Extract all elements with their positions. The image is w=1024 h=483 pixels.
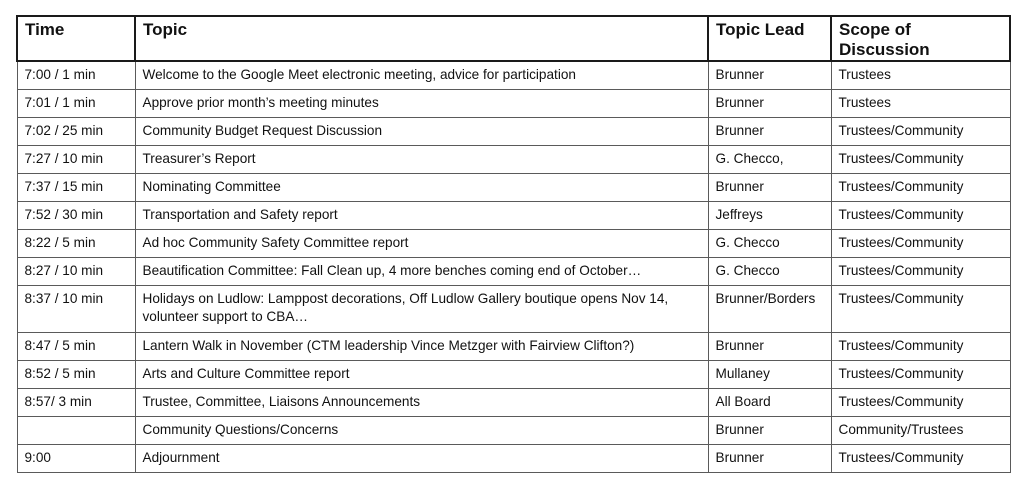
table-row (17, 61, 1010, 89)
table-row (17, 388, 1010, 416)
column-header-topic: Topic (135, 16, 708, 61)
table-row (17, 416, 1010, 444)
cell-topic: Lantern Walk in November (CTM leadership Vince Metzger with Fairview Clifton?) (135, 332, 708, 360)
cell-scope: Trustees/Community (831, 229, 1010, 257)
cell-scope: Trustees/Community (831, 201, 1010, 229)
cell-topic: Ad hoc Community Safety Committee report (135, 229, 708, 257)
table-row (17, 229, 1010, 257)
table-row (17, 117, 1010, 145)
table-row (17, 257, 1010, 285)
cell-topic: Beautification Committee: Fall Clean up, 4 more benches coming end of October… (135, 257, 708, 285)
cell-time: 8:47 / 5 min (17, 332, 135, 360)
cell-scope: Trustees/Community (831, 388, 1010, 416)
cell-scope: Trustees/Community (831, 332, 1010, 360)
cell-time: 7:01 / 1 min (17, 89, 135, 117)
cell-topic-lead: Brunner (708, 444, 831, 472)
cell-topic: Transportation and Safety report (135, 201, 708, 229)
cell-time: 8:52 / 5 min (17, 360, 135, 388)
agenda-document (16, 15, 1011, 473)
cell-topic: Welcome to the Google Meet electronic meeting, advice for participation (135, 61, 708, 89)
table-row (17, 285, 1010, 332)
table-row (17, 444, 1010, 472)
cell-topic-lead: Brunner (708, 416, 831, 444)
cell-topic-lead: G. Checco, (708, 145, 831, 173)
cell-time: 7:00 / 1 min (17, 61, 135, 89)
cell-topic-lead: Brunner (708, 61, 831, 89)
cell-scope: Trustees (831, 61, 1010, 89)
cell-time (17, 416, 135, 444)
table-row (17, 201, 1010, 229)
cell-time: 7:27 / 10 min (17, 145, 135, 173)
cell-topic: Treasurer’s Report (135, 145, 708, 173)
agenda-table (16, 15, 1011, 473)
cell-scope: Trustees/Community (831, 117, 1010, 145)
cell-topic: Nominating Committee (135, 173, 708, 201)
table-row (17, 173, 1010, 201)
cell-topic-lead: Brunner (708, 117, 831, 145)
cell-scope: Trustees/Community (831, 444, 1010, 472)
table-row (17, 89, 1010, 117)
cell-scope: Trustees/Community (831, 360, 1010, 388)
cell-scope: Trustees/Community (831, 285, 1010, 332)
cell-topic-lead: Brunner (708, 173, 831, 201)
cell-time: 7:52 / 30 min (17, 201, 135, 229)
table-row (17, 145, 1010, 173)
cell-scope: Community/Trustees (831, 416, 1010, 444)
agenda-table-header (17, 16, 1010, 61)
cell-time: 8:22 / 5 min (17, 229, 135, 257)
cell-time: 9:00 (17, 444, 135, 472)
column-header-scope: Scope of Discussion (831, 16, 1010, 61)
cell-time: 8:37 / 10 min (17, 285, 135, 332)
cell-topic-lead: Mullaney (708, 360, 831, 388)
cell-time: 8:57/ 3 min (17, 388, 135, 416)
cell-scope: Trustees/Community (831, 173, 1010, 201)
table-row (17, 360, 1010, 388)
cell-time: 8:27 / 10 min (17, 257, 135, 285)
cell-scope: Trustees/Community (831, 257, 1010, 285)
cell-topic-lead: Brunner (708, 332, 831, 360)
cell-scope: Trustees (831, 89, 1010, 117)
cell-time: 7:37 / 15 min (17, 173, 135, 201)
cell-topic-lead: G. Checco (708, 229, 831, 257)
column-header-time: Time (17, 16, 135, 61)
cell-topic: Holidays on Ludlow: Lamppost decorations, Off Ludlow Gallery boutique opens Nov 14, volunteer support to CBA… (135, 285, 708, 332)
header-row (17, 16, 1010, 61)
cell-topic: Arts and Culture Committee report (135, 360, 708, 388)
cell-scope: Trustees/Community (831, 145, 1010, 173)
agenda-table-body (17, 61, 1010, 472)
column-header-topic-lead: Topic Lead (708, 16, 831, 61)
cell-topic: Approve prior month’s meeting minutes (135, 89, 708, 117)
cell-time: 7:02 / 25 min (17, 117, 135, 145)
cell-topic-lead: G. Checco (708, 257, 831, 285)
cell-topic: Trustee, Committee, Liaisons Announcements (135, 388, 708, 416)
cell-topic: Community Budget Request Discussion (135, 117, 708, 145)
cell-topic-lead: Brunner/Borders (708, 285, 831, 332)
cell-topic: Community Questions/Concerns (135, 416, 708, 444)
cell-topic-lead: Jeffreys (708, 201, 831, 229)
cell-topic-lead: Brunner (708, 89, 831, 117)
cell-topic-lead: All Board (708, 388, 831, 416)
cell-topic: Adjournment (135, 444, 708, 472)
table-row (17, 332, 1010, 360)
